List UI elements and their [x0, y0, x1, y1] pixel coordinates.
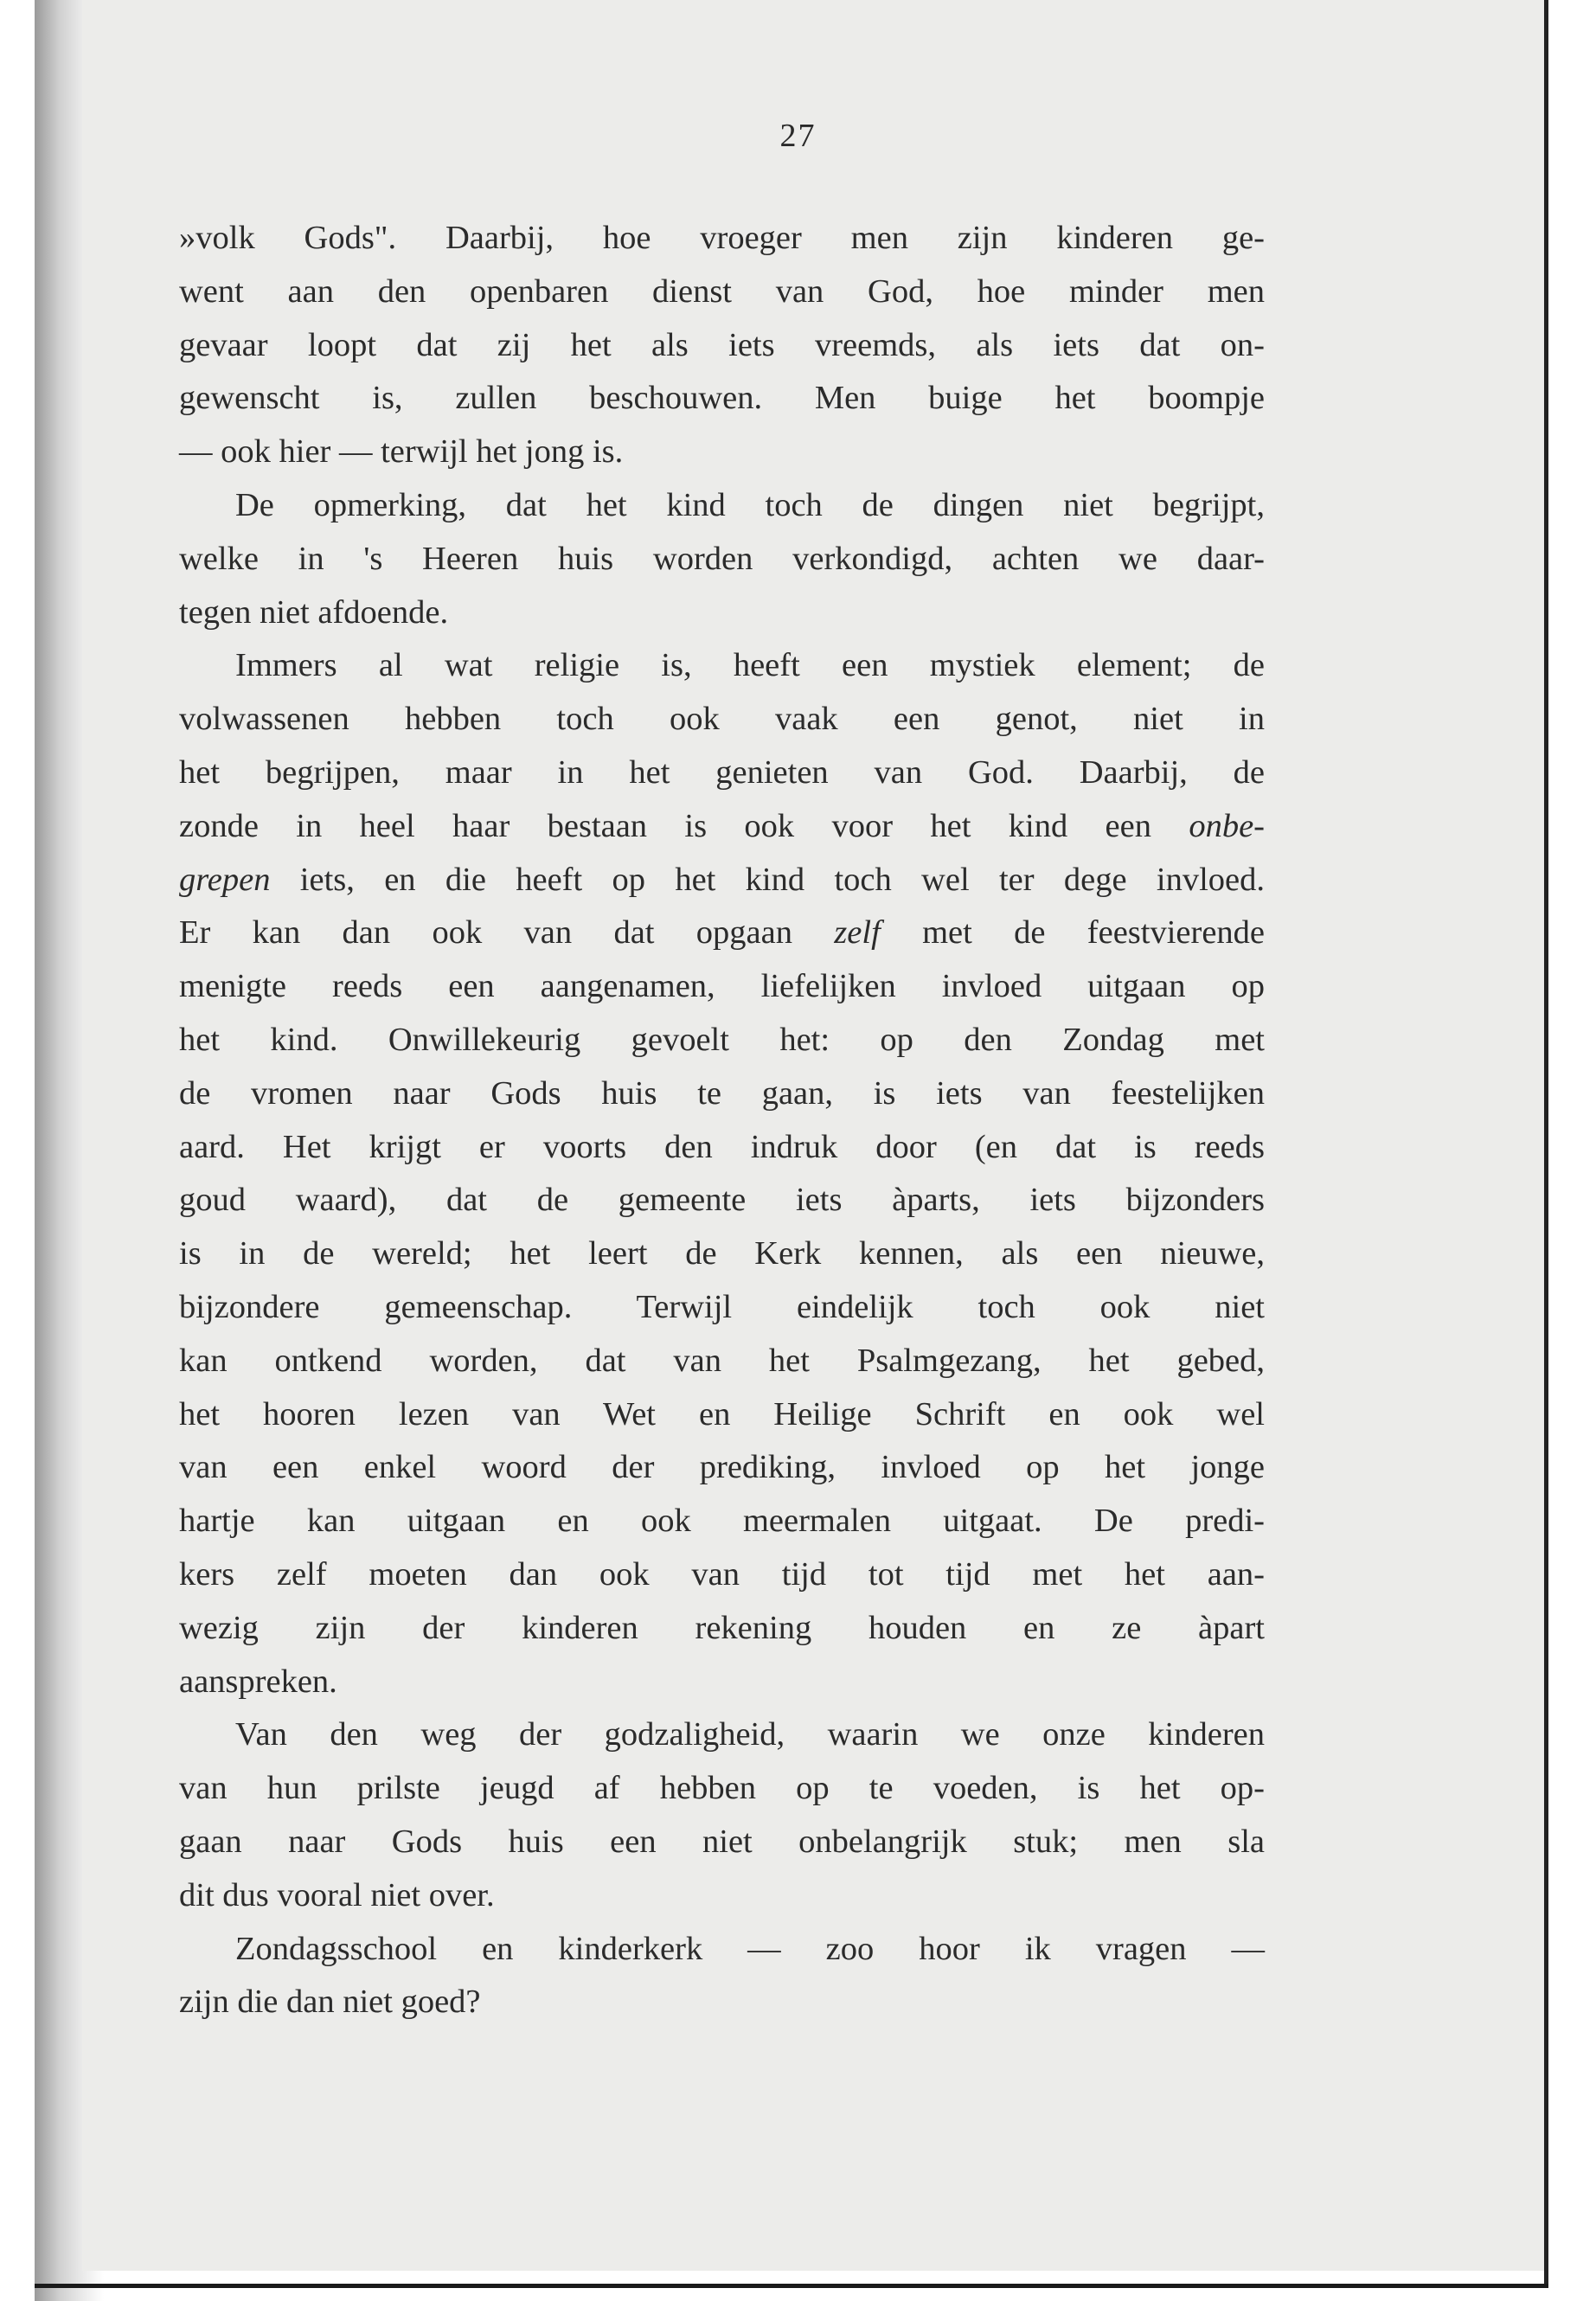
text-line: welke in 's Heeren huis worden verkondigd, achten we daar-: [179, 540, 1265, 577]
text-line: went aan den openbaren dienst van God, hoe minder men: [179, 272, 1265, 310]
text-line: aard. Het krijgt er voorts den indruk door (en dat is reeds: [179, 1128, 1265, 1165]
text-line: De opmerking, dat het kind toch de dingen niet begrijpt,: [235, 486, 1265, 523]
page-number: 27: [779, 118, 817, 154]
text-line: is in de wereld; het leert de Kerk kennen, als een nieuwe,: [179, 1235, 1265, 1272]
text-line: aanspreken.: [179, 1663, 337, 1700]
text-line: »volk Gods". Daarbij, hoe vroeger men zijn kinderen ge-: [179, 220, 1265, 256]
text-line: volwassenen hebben toch ook vaak een genot, niet in: [179, 701, 1265, 738]
text-line: Immers al wat religie is, heeft een mystiek element; de: [235, 647, 1265, 684]
text-line: gevaar loopt dat zij het als iets vreemds, als iets dat on-: [179, 326, 1265, 363]
text-line: goud waard), dat de gemeente iets àparts, iets bijzonders: [179, 1182, 1265, 1219]
text-line: grepen iets, en die heeft op het kind toch wel ter dege invloed.: [179, 861, 1265, 898]
text-line: hartje kan uitgaan en ook meermalen uitgaat. De predi-: [179, 1503, 1265, 1540]
italic-word: grepen: [179, 861, 271, 898]
body-text: [179, 212, 1265, 2029]
text-line: zonde in heel haar bestaan is ook voor het kind een onbe-: [179, 807, 1265, 844]
text-line: van hun prilste jeugd af hebben op te voeden, is het op-: [179, 1770, 1265, 1807]
text-line: kers zelf moeten dan ook van tijd tot tijd met het aan-: [179, 1555, 1265, 1593]
text-line: het hooren lezen van Wet en Heilige Schrift en ook wel: [179, 1395, 1265, 1433]
text-line: zijn die dan niet goed?: [179, 1984, 481, 2021]
text-line: wezig zijn der kinderen rekening houden en ze àpart: [179, 1609, 1265, 1646]
page-right-edge: [1544, 0, 1548, 2288]
text-line: het begrijpen, maar in het genieten van God. Daarbij, de: [179, 753, 1265, 791]
text-line: bijzondere gemeenschap. Terwijl eindelijk toch ook niet: [179, 1288, 1265, 1325]
text-line: Zondagsschool en kinderkerk — zoo hoor ik vragen —: [235, 1930, 1265, 1967]
italic-word: zelf: [834, 914, 881, 952]
italic-word: onbe-: [1189, 807, 1265, 844]
text-line: kan ontkend worden, dat van het Psalmgezang, het gebed,: [179, 1342, 1265, 1379]
page-bottom-edge: [35, 2284, 1548, 2288]
text-line: menigte reeds een aangenamen, liefelijken invloed uitgaan op: [179, 968, 1265, 1005]
text-line: Van den weg der godzaligheid, waarin we onze kinderen: [235, 1716, 1265, 1753]
text-line: Er kan dan ook van dat opgaan zelf met de feestvierende: [179, 914, 1265, 952]
text-line: tegen niet afdoende.: [179, 593, 449, 631]
text-line: van een enkel woord der prediking, invloed op het jonge: [179, 1449, 1265, 1486]
text-line: gaan naar Gods huis een niet onbelangrijk stuk; men sla: [179, 1823, 1265, 1860]
text-line: de vromen naar Gods huis te gaan, is iets van feestelijken: [179, 1074, 1265, 1112]
text-line: het kind. Onwillekeurig gevoelt het: op den Zondag met: [179, 1021, 1265, 1058]
text-line: — ook hier — terwijl het jong is.: [179, 433, 624, 471]
text-line: dit dus vooral niet over.: [179, 1876, 495, 1913]
text-line: gewenscht is, zullen beschouwen. Men buige het boompje: [179, 380, 1265, 417]
